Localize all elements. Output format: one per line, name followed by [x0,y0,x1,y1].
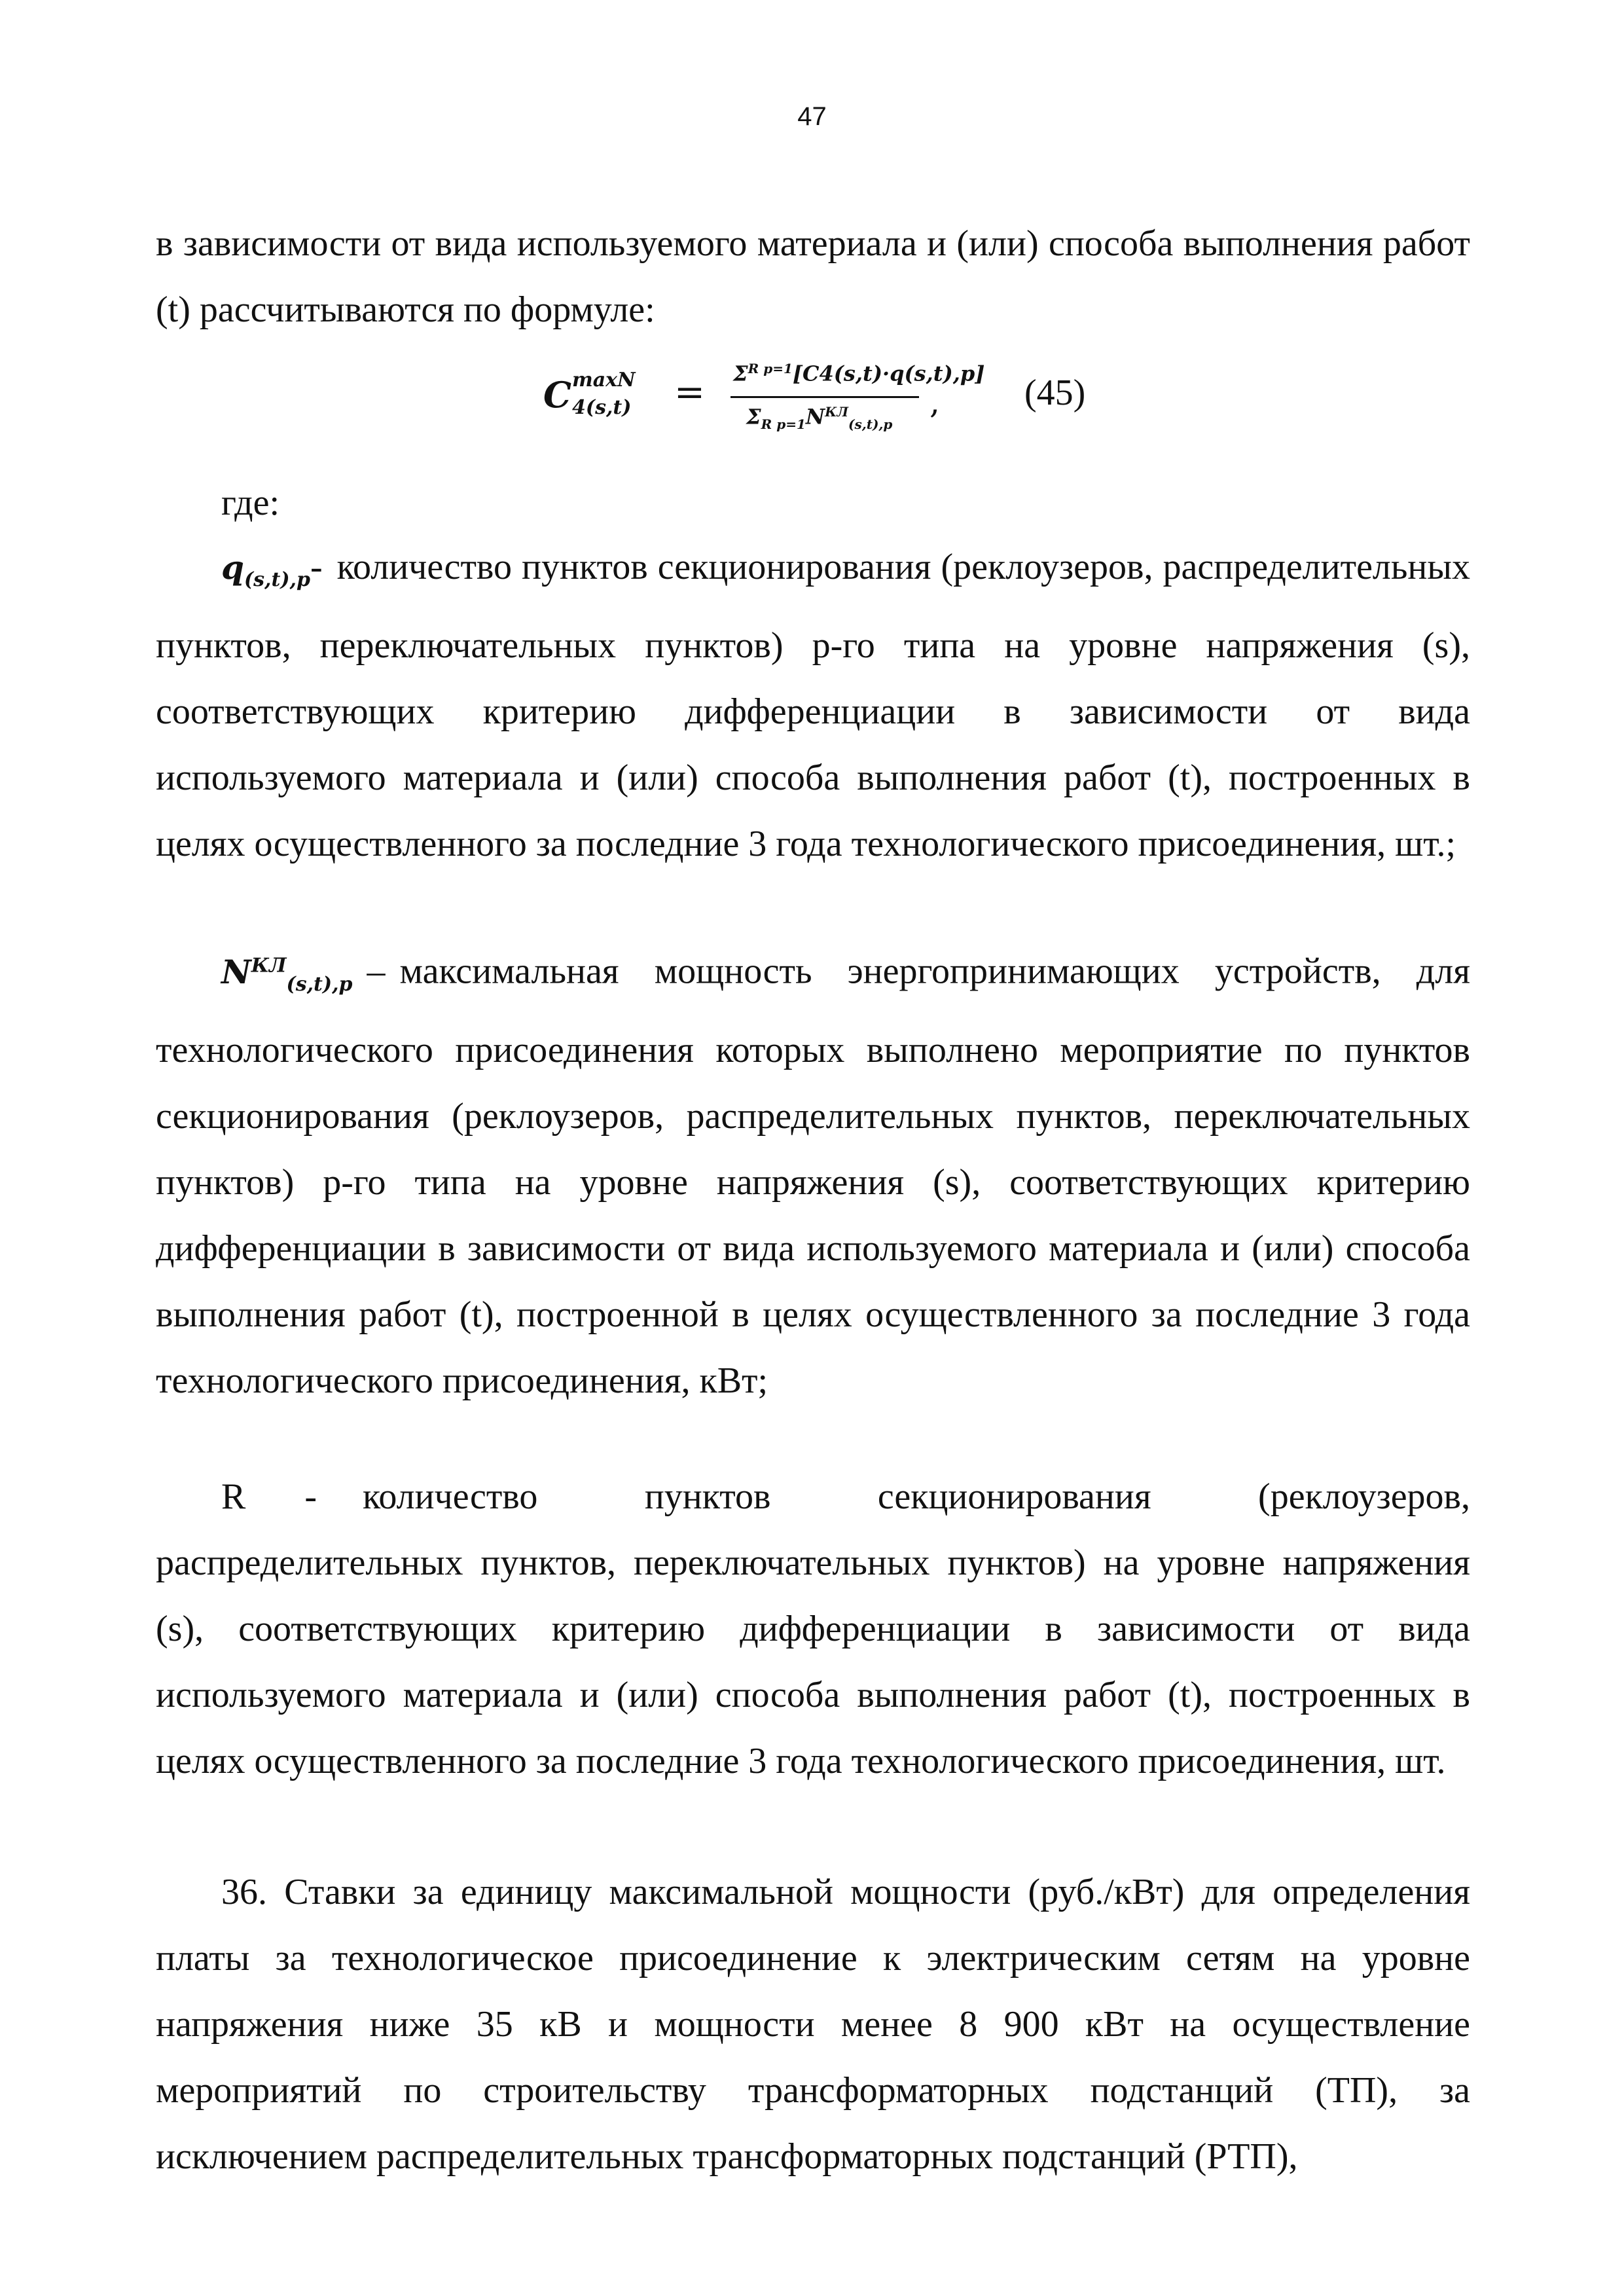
definition-q-text: количество пунктов секционирования (реклоузеров, распределительных пунктов, переключательных пунктов) р-го типа на уровне напряжения (s), соответствующих критерию дифференциации в зависимости от вида используемого материала и (или) способа выполнения работ (t), построенных в целях осуществленного за последние 3 года технологического присоединения, шт.; [156,547,1470,864]
formula-lhs-sub: 4(s,t) [572,396,632,419]
intro-paragraph: в зависимости от вида используемого материала и (или) способа выполнения работ (t) рассчитываются по формуле: [156,223,1470,330]
definition-n [156,932,1470,1414]
formula-comma: , [929,383,940,421]
numerator-sum-sign: Σ [733,361,748,386]
definition-q-symbol: q [221,548,244,587]
formula-number: (45) [1024,373,1086,413]
formula-denominator [746,404,892,432]
fraction-bar [731,396,919,398]
definition-n-symbol: N [221,952,251,991]
definition-q-subscript: (s,t),p [244,568,310,591]
formula-lhs-sup: maxN [572,369,636,392]
definition-q [156,534,1470,877]
formula-equals: = [674,371,705,414]
page-number: 47 [797,102,827,131]
definition-n-subscript: (s,t),p [286,972,353,996]
definition-n-text: максимальная мощность энергопринимающих устройств, для технологического присоединения которых выполнено мероприятие по пунктов секционирования (реклоузеров, распределительных пунктов, переключательных пунктов) р-го типа на уровне напряжения (s), соответствующих критерию дифференциации в зависимости от вида используемого материала и (или) способа выполнения работ (t), построенной в целях осуществленного за последние 3 года технологического присоединения, кВт; [156,951,1470,1401]
definition-r [156,1464,1470,1795]
definition-r-dash: - [304,1476,317,1517]
definition-n-dash: – [367,951,386,992]
formula-lhs [543,369,636,419]
definition-q-dash: - [310,547,323,587]
denominator-body: N [805,404,825,429]
definition-n-term [221,952,353,996]
where-label: где: [221,483,280,523]
numerator-limits: R p=1 [748,361,793,376]
denominator-limits: R p=1 [761,416,806,433]
denominator-sum-sign: Σ [746,404,761,429]
formula-45 [543,357,988,462]
denominator-sub: (s,t),p [848,416,893,433]
denominator-sup: КЛ [825,404,849,420]
formula-numerator [733,361,984,386]
definition-r-text: количество пунктов секционирования (реклоузеров, распределительных пунктов, переключательных пунктов) на уровне напряжения (s), соответствующих критерию дифференциации в зависимости от вида используемого материала и (или) способа выполнения работ (t), построенных в целях осуществленного за последние 3 года технологического присоединения, шт. [156,1476,1470,1781]
definition-n-superscript: КЛ [251,954,287,977]
numerator-body: [C4(s,t)·q(s,t),p] [792,361,985,386]
definition-q-term [221,548,310,591]
paragraph-36: 36. Ставки за единицу максимальной мощности (руб./кВт) для определения платы за технологическое присоединение к электрическим сетям на уровне напряжения ниже 35 кВ и мощности менее 8 900 кВт на осуществление мероприятий по строительству трансформаторных подстанций (ТП), за исключением распределительных трансформаторных подстанций (РТП), [156,1872,1470,2177]
formula-lhs-symbol: C [543,374,571,416]
definition-r-symbol: R [221,1476,246,1517]
